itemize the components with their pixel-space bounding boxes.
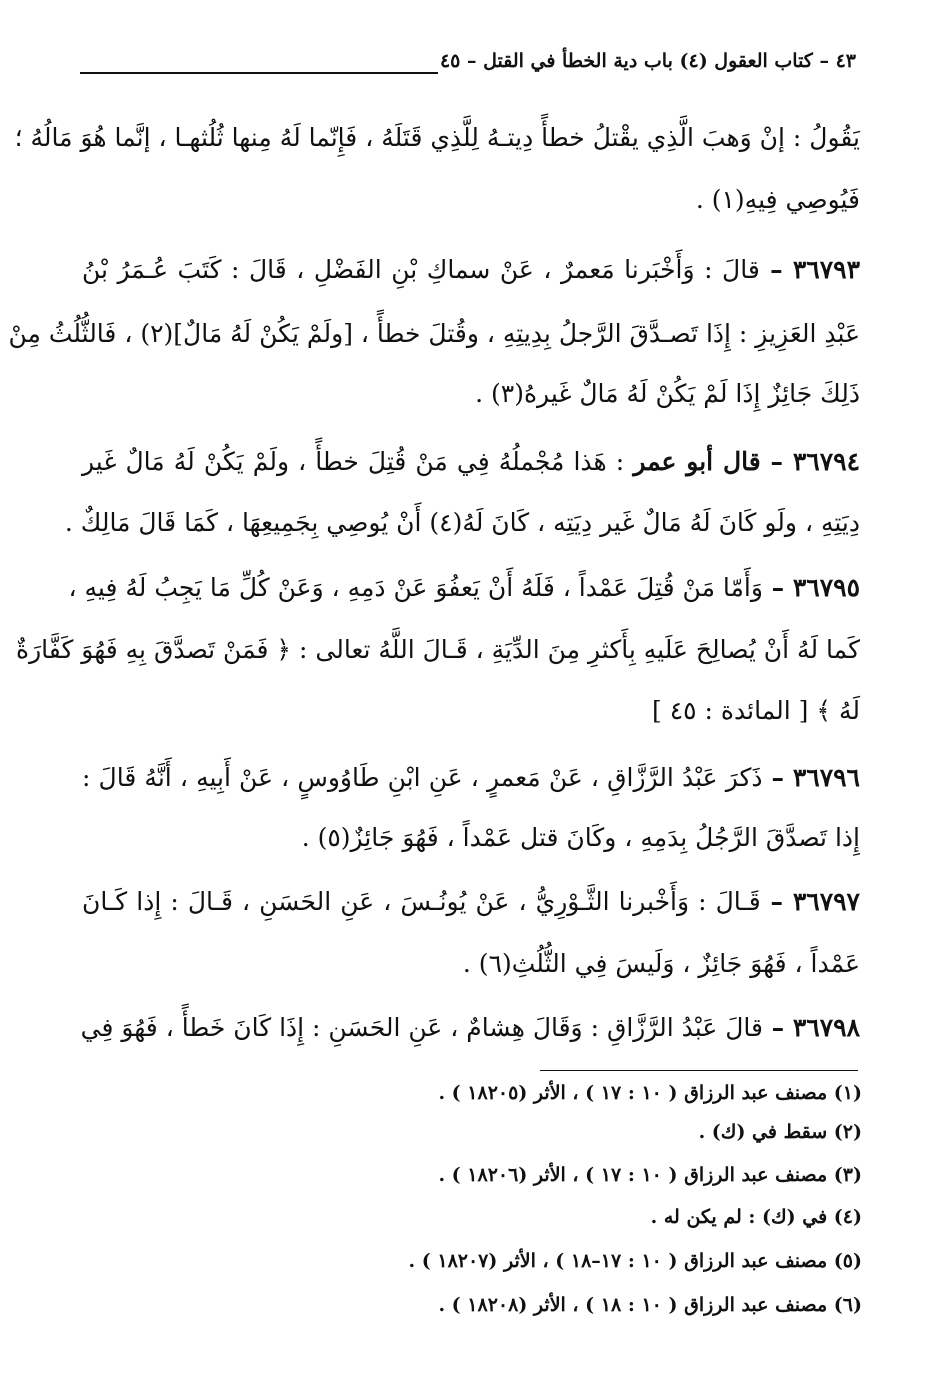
text-line: فَيُوصِي فِيهِ(١) . [695,185,860,214]
hadith-36793: ٣٦٧٩٣ – قالَ : وَأَخْبَرنا مَعمرٌ ، عَنْ سماكِ بْنِ الفَضْلِ ، قَالَ : كَتَبَ عُـمَرُ بْنُ [82,255,860,284]
running-header [80,50,856,90]
text-line: إِذا تَصدَّقَ الرَّجُلُ بِدَمِهِ ، وكَانَ قتل عَمْداً ، فَهُوَ جَائِزٌ(٥) . [301,823,860,852]
footnote-2: (٢) سقط في (ك) . [698,1121,862,1143]
hadith-number: ٣٦٧٩٤ – [760,447,860,476]
header-rule [80,72,438,74]
speaker-label: قال أبو عمر [633,447,761,476]
hadith-36795: ٣٦٧٩٥ – وَأَمّا مَنْ قُتِلَ عَمْداً ، فَلَهُ أَنْ يَعفُوَ عَنْ دَمِهِ ، وَعَنْ كُلِّ مَا يَجِبُ لَهُ فِيهِ ، [68,573,860,602]
hadith-number: ٣٦٧٩٦ – [762,763,860,792]
footnote-5: (٥) مصنف عبد الرزاق ( ١٠ : ١٧–١٨ ) ، الأثر (١٨٢٠٧ ) . [408,1250,862,1272]
hadith-36794: ٣٦٧٩٤ – قال أبو عمر : هَذا مُجْملُهُ فِي مَنْ قُتِلَ خطأً ، ولَمْ يَكُنْ لَهُ مَالٌ غَير [82,447,860,476]
hadith-number: ٣٦٧٩٨ – [762,1013,860,1042]
footnote-separator [540,1070,858,1071]
hadith-number: ٣٦٧٩٧ – [760,887,860,916]
footnote-4: (٤) في (ك) : لم يكن له . [650,1206,862,1228]
text-line: عَمْداً ، فَهُوَ جَائِزٌ ، وَلَيسَ فِي الثُّلُثِ(٦) . [462,949,860,978]
hadith-36797: ٣٦٧٩٧ – قَـالَ : وَأَخْبرنا الثَّـوْرِيُّ ، عَنْ يُونُـسَ ، عَنِ الحَسَنِ ، قَـالَ : إِذا كَـانَ [82,887,860,916]
hadith-36798: ٣٦٧٩٨ – قالَ عَبْدُ الرَّزَّاقِ : وَقَالَ هِشامٌ ، عَنِ الحَسَنِ : إِذَا كَانَ خَطأً ، فَهُوَ فِي [80,1013,860,1042]
hadith-number: ٣٦٧٩٥ – [762,573,860,602]
footnote-1: (١) مصنف عبد الرزاق ( ١٠ : ١٧ ) ، الأثر (١٨٢٠٥ ) . [438,1082,862,1104]
footnote-6: (٦) مصنف عبد الرزاق ( ١٠ : ١٨ ) ، الأثر (١٨٢٠٨ ) . [438,1294,862,1316]
quran-citation-line: لَهُ ﴾ [ المائدة : ٤٥ ] [652,696,860,725]
text-line: يَقُولُ : إنْ وَهبَ الَّذِي يقْتلُ خطأً دِيتـهُ لِلَّذِي قَتَلَهُ ، فَإِنّما لَهُ مِنها ثُلُثهـا ، إنَّما هُوَ مَالُهُ ؛ [14,123,860,152]
text-line: عَبْدِ العَزِيزِ : إِذَا تَصـدَّقَ الرَّجلُ بِدِيتِهِ ، وقُتلَ خطأً ، [ولَمْ يَكُنْ لَهُ مَالٌ](٢) ، فَالثُّلُثُ مِنْ [8,319,860,348]
header-title: ٤٣ – كتاب العقول (٤) باب دية الخطأ في القتل – ٤٥ [439,50,856,72]
footnote-3: (٣) مصنف عبد الرزاق ( ١٠ : ١٧ ) ، الأثر (١٨٢٠٦ ) . [438,1164,862,1186]
text-line: دِيَتِهِ ، ولَو كَانَ لَهُ مَالٌ غَير دِيَتِه ، كَانَ لَهُ(٤) أَنْ يُوصِي بِجَمِيعِهَا ، كَمَا قَالَ مَالِكٌ . [64,508,860,537]
hadith-number: ٣٦٧٩٣ – [759,255,860,284]
hadith-36796: ٣٦٧٩٦ – ذَكرَ عَبْدُ الرَّزَّاقِ ، عَنْ مَعمرٍ ، عَنِ ابْنِ طَاوُوسٍ ، عَنْ أَبِيهِ ، أَنَّهُ قَالَ : [82,763,860,792]
text-line: كَما لَهُ أَنْ يُصالِحَ عَلَيهِ بِأَكثرِ مِنَ الدِّيَةِ ، قَـالَ اللَّهُ تعالى : ﴿ فَمَنْ تَصدَّقَ بِهِ فَهُوَ كَفَّارَةٌ [16,635,860,664]
text-line: ذَلِكَ جَائِزٌ إِذَا لَمْ يَكُنْ لَهُ مَالٌ غَيرهُ(٣) . [475,379,860,408]
